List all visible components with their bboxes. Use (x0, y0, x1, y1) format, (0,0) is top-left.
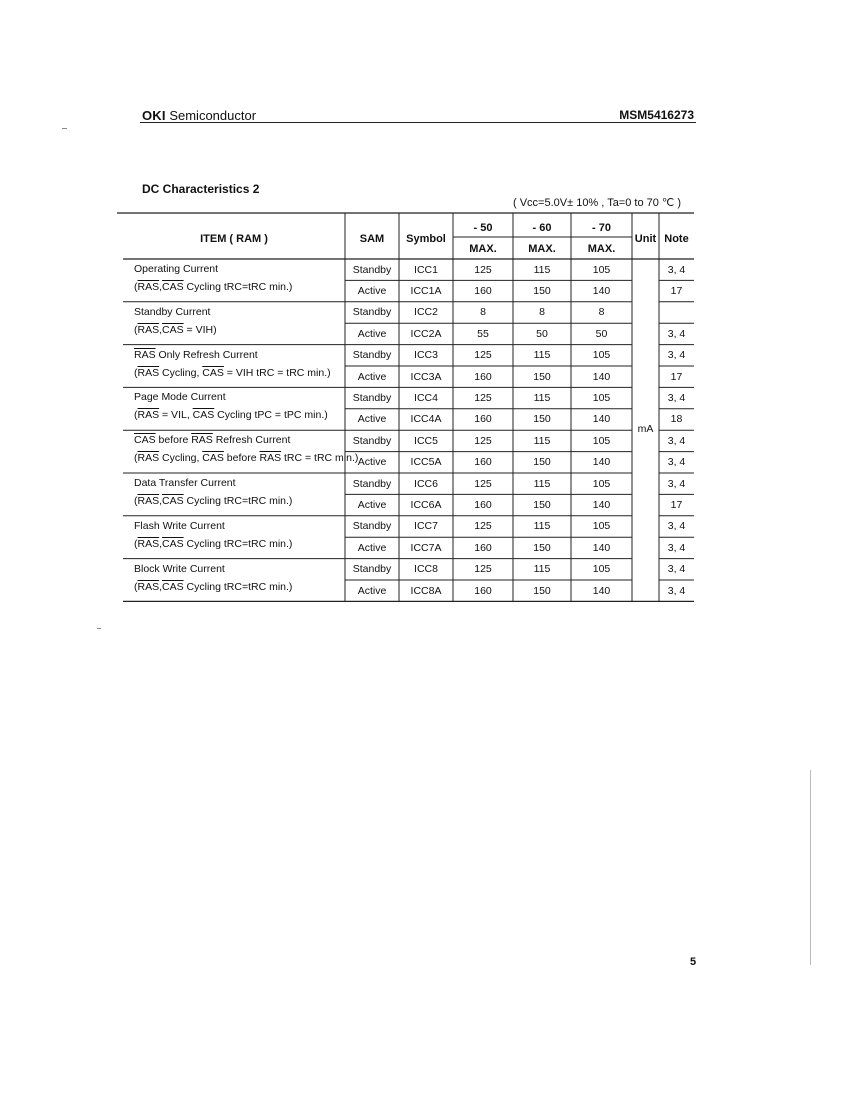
cell-v70: 140 (592, 370, 611, 383)
cell-v70: 105 (592, 520, 611, 533)
item-condition (134, 324, 217, 336)
cell-sam: Active (357, 498, 387, 511)
item-text-segment: Cycling tPC = tPC min.) (214, 409, 328, 422)
cell-v50: 55 (477, 327, 489, 340)
cell-v50: 160 (474, 456, 492, 469)
item-text-segment: Data Transfer Current (134, 477, 236, 489)
item-text-segment: $\overline{RAS}$ (137, 323, 160, 336)
header-speed-50: - 50 (473, 222, 493, 234)
cell-symbol: ICC6 (414, 477, 438, 490)
cell-sam: Active (357, 370, 387, 383)
header-max-50: MAX. (469, 243, 497, 255)
cell-v50: 125 (474, 434, 492, 447)
item-text-segment: ( (134, 281, 138, 293)
cell-sam: Standby (352, 306, 392, 319)
item-text-segment: = VIH tRC = tRC min.) (223, 366, 331, 379)
test-conditions: ( Vcc=5.0V± 10% , Ta=0 to 70 ℃ ) (513, 197, 681, 209)
cell-v50: 125 (474, 263, 492, 276)
cell-sam: Standby (352, 434, 392, 447)
item-text-segment: $\overline{CAS}$ (134, 434, 156, 447)
cell-v70: 105 (592, 434, 611, 447)
cell-v60: 150 (533, 413, 551, 426)
item-text-segment: $\overline{RAS}$ (137, 366, 160, 379)
company-name-rest: Semiconductor (165, 108, 257, 123)
header-note: Note (664, 233, 689, 245)
cell-sam: Active (357, 541, 387, 554)
cell-note: 3, 4 (667, 563, 686, 576)
item-text-segment: $\overline{CAS}$ (202, 366, 224, 379)
item-text-segment: $\overline{RAS}$ (134, 348, 156, 361)
cell-sam: Active (357, 284, 387, 297)
item-text-segment: ( (134, 495, 138, 507)
cell-symbol: ICC2A (410, 327, 442, 340)
part-number: MSM5416273 (619, 108, 694, 122)
item-text-segment: Standby Current (134, 305, 211, 318)
cell-v60: 150 (533, 284, 551, 297)
item-name (134, 391, 226, 403)
cell-note: 3, 4 (667, 349, 686, 362)
cell-v50: 160 (474, 584, 492, 597)
cell-v50: 160 (474, 498, 492, 511)
cell-note: 3, 4 (667, 434, 686, 447)
item-condition (134, 367, 331, 379)
item-text-segment: $\overline{RAS}$ (137, 281, 160, 293)
item-text-segment: Block Write Current (134, 562, 225, 575)
item-text-segment: $\overline{RAS}$ (137, 495, 160, 507)
cell-v50: 8 (480, 306, 486, 319)
cell-v50: 125 (474, 520, 492, 533)
cell-note: 3, 4 (667, 391, 686, 404)
cell-v60: 8 (539, 306, 545, 319)
cell-symbol: ICC7 (414, 520, 438, 533)
cell-v50: 160 (474, 413, 492, 426)
cell-symbol: ICC4A (410, 413, 442, 426)
item-text-segment: Cycling tRC=tRC min.) (183, 537, 293, 550)
item-text-segment: = VIH) (183, 323, 217, 336)
item-text-segment: Cycling tRC=tRC min.) (183, 495, 293, 507)
item-text-segment: Cycling tRC=tRC min.) (183, 580, 293, 593)
item-text-segment: Cycling tRC=tRC min.) (183, 281, 293, 293)
cell-symbol: ICC8A (410, 584, 442, 597)
cell-v70: 105 (592, 263, 611, 276)
header-sam: SAM (359, 233, 385, 245)
cell-v60: 150 (533, 584, 551, 597)
cell-symbol: ICC3A (410, 370, 442, 383)
item-condition (134, 581, 292, 593)
cell-v70: 105 (592, 349, 611, 362)
cell-v70: 140 (592, 498, 611, 511)
item-text-segment: , (159, 495, 163, 507)
cell-note: 17 (670, 498, 683, 511)
item-text-segment: Cycling, (159, 452, 203, 465)
scan-speck (97, 628, 101, 629)
item-condition (134, 452, 358, 464)
header-speed-60: - 60 (532, 222, 552, 234)
cell-v50: 160 (474, 541, 492, 554)
item-name (134, 563, 225, 575)
item-text-segment: ( (134, 366, 138, 379)
item-text-segment: Flash Write Current (134, 519, 225, 532)
header-unit: Unit (634, 233, 657, 245)
cell-v50: 125 (474, 391, 492, 404)
item-text-segment: Page Mode Current (134, 391, 226, 404)
cell-v70: 140 (592, 584, 611, 597)
item-text-segment: Operating Current (134, 263, 219, 275)
item-name (134, 349, 258, 361)
cell-v70: 105 (592, 563, 611, 576)
cell-v60: 50 (536, 327, 548, 340)
item-text-segment: $\overline{CAS}$ (162, 281, 184, 293)
cell-note: 3, 4 (667, 477, 686, 490)
header-max-60: MAX. (528, 243, 556, 255)
brand-name: OKI (142, 108, 166, 123)
item-text-segment: = VIL, (159, 409, 193, 422)
cell-v60: 115 (533, 434, 551, 447)
item-text-segment: , (159, 580, 163, 593)
cell-note: 3, 4 (667, 584, 686, 597)
page-number: 5 (690, 956, 697, 968)
item-text-segment: $\overline{CAS}$ (162, 537, 184, 550)
item-text-segment: ( (134, 323, 138, 336)
cell-symbol: ICC1 (414, 263, 438, 276)
cell-note: 3, 4 (667, 263, 686, 276)
cell-symbol: ICC5A (410, 456, 442, 469)
cell-v60: 150 (533, 456, 551, 469)
item-text-segment: $\overline{RAS}$ (259, 452, 282, 465)
cell-v70: 105 (592, 477, 611, 490)
item-text-segment: ( (134, 537, 138, 550)
cell-v50: 125 (474, 349, 492, 362)
item-text-segment: Cycling, (159, 366, 203, 379)
cell-note: 17 (670, 284, 683, 297)
cell-symbol: ICC5 (414, 434, 438, 447)
item-text-segment: $\overline{CAS}$ (192, 409, 215, 422)
item-condition (134, 409, 328, 421)
header-speed-70: - 70 (592, 222, 611, 234)
cell-symbol: ICC3 (414, 349, 438, 362)
unit-value: mA (637, 423, 654, 435)
item-text-segment: before (223, 452, 260, 465)
item-text-segment: $\overline{RAS}$ (137, 409, 160, 422)
cell-sam: Standby (352, 349, 392, 362)
item-text-segment: before (155, 434, 192, 447)
item-text-segment: $\overline{CAS}$ (202, 452, 224, 465)
item-text-segment: tRC = tRC min.) (281, 452, 359, 465)
cell-sam: Standby (352, 263, 392, 276)
item-text-segment: , (159, 281, 163, 293)
cell-v70: 140 (592, 456, 611, 469)
cell-sam: Active (357, 584, 387, 597)
cell-sam: Standby (352, 477, 392, 490)
cell-note: 3, 4 (667, 520, 686, 533)
item-text-segment: ( (134, 409, 138, 422)
cell-v70: 140 (592, 541, 611, 554)
cell-v50: 160 (474, 284, 492, 297)
cell-symbol: ICC7A (410, 541, 442, 554)
item-text-segment: $\overline{RAS}$ (137, 537, 160, 550)
item-name (134, 263, 218, 275)
cell-symbol: ICC4 (414, 391, 438, 404)
cell-symbol: ICC1A (410, 284, 442, 297)
header-symbol: Symbol (406, 233, 446, 245)
cell-v60: 115 (533, 563, 551, 576)
cell-note: 17 (670, 370, 683, 383)
item-name (134, 434, 290, 446)
cell-symbol: ICC2 (414, 306, 438, 319)
scan-speck (62, 128, 67, 129)
item-name (134, 477, 236, 489)
scan-edge-line (810, 770, 811, 965)
cell-v60: 150 (533, 370, 551, 383)
item-condition (134, 538, 292, 550)
cell-v70: 105 (592, 391, 611, 404)
item-condition (134, 281, 292, 293)
item-text-segment: Refresh Current (212, 434, 291, 447)
item-text-segment: ( (134, 452, 138, 465)
cell-v60: 115 (533, 520, 551, 533)
item-text-segment: $\overline{RAS}$ (137, 580, 160, 593)
item-text-segment: $\overline{CAS}$ (162, 495, 184, 507)
cell-note: 3, 4 (667, 327, 686, 340)
cell-v60: 150 (533, 541, 551, 554)
item-text-segment: Only Refresh Current (155, 348, 258, 361)
cell-sam: Standby (352, 520, 392, 533)
header-item: ITEM ( RAM ) (200, 233, 268, 245)
cell-note: 18 (670, 413, 683, 426)
cell-v70: 140 (592, 284, 611, 297)
cell-sam: Active (357, 413, 387, 426)
cell-note: 3, 4 (667, 456, 686, 469)
item-name (134, 520, 225, 532)
cell-v50: 125 (474, 477, 492, 490)
cell-sam: Standby (352, 391, 392, 404)
item-text-segment: $\overline{RAS}$ (137, 452, 160, 465)
cell-v70: 140 (592, 413, 611, 426)
section-title: DC Characteristics 2 (142, 182, 260, 196)
cell-v60: 115 (533, 263, 551, 276)
item-text-segment: $\overline{CAS}$ (162, 580, 184, 593)
cell-sam: Active (357, 327, 387, 340)
item-text-segment: , (159, 323, 163, 336)
cell-v60: 115 (533, 349, 551, 362)
item-name (134, 306, 210, 318)
cell-note: 3, 4 (667, 541, 686, 554)
cell-v70: 50 (595, 327, 608, 340)
item-text-segment: $\overline{CAS}$ (162, 323, 184, 336)
cell-symbol: ICC6A (410, 498, 442, 511)
item-text-segment: ( (134, 580, 138, 593)
cell-v50: 125 (474, 563, 492, 576)
cell-sam: Standby (352, 563, 392, 576)
header-max-70: MAX. (587, 243, 616, 255)
cell-sam: Active (357, 456, 387, 469)
cell-symbol: ICC8 (414, 563, 438, 576)
item-text-segment: , (159, 537, 163, 550)
item-condition (134, 495, 292, 507)
cell-v60: 115 (533, 477, 551, 490)
cell-v60: 115 (533, 391, 551, 404)
cell-v70: 8 (598, 306, 605, 319)
cell-v50: 160 (474, 370, 492, 383)
cell-v60: 150 (533, 498, 551, 511)
item-text-segment: $\overline{RAS}$ (191, 434, 213, 447)
